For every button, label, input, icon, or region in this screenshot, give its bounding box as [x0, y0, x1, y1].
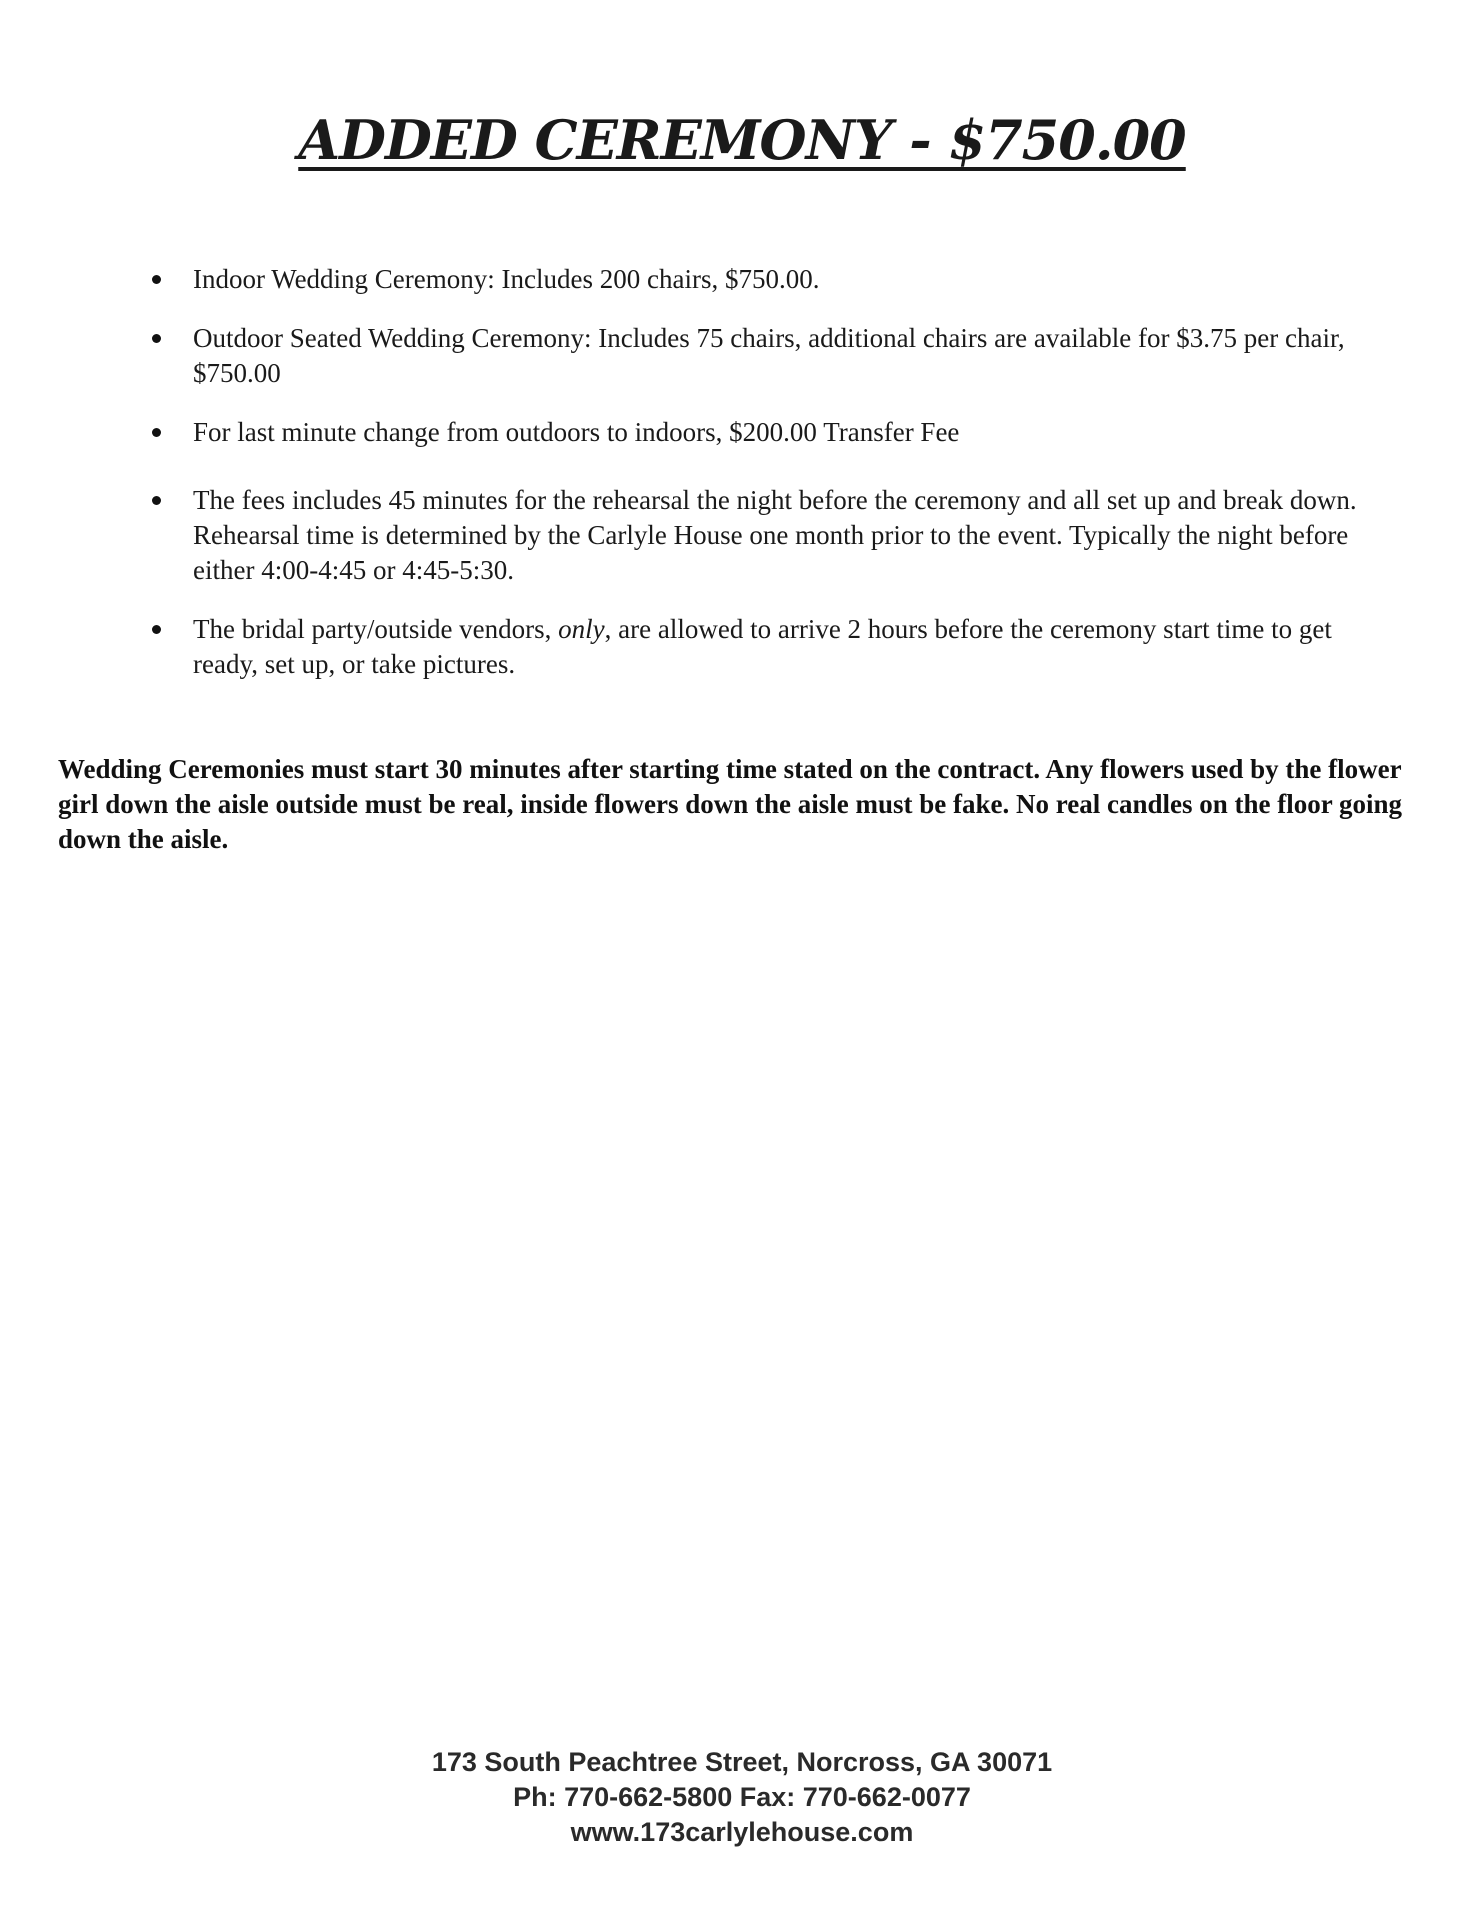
footer-address: 173 South Peachtree Street, Norcross, GA 30071: [431, 1747, 1053, 1777]
ceremony-rules-note: Wedding Ceremonies must start 30 minutes after starting time stated on the contract. Any flowers used by the flower girl down the aisle outside must be real, inside flowers down the aisle must be fake. No real candles on the floor going down the aisle.: [58, 754, 1403, 854]
footer-website[interactable]: www.173carlylehouse.com: [570, 1817, 914, 1847]
bullet-icon: [152, 625, 161, 634]
list-item-text: Outdoor Seated Wedding Ceremony: Includes 75 chairs, additional chairs are available for $3.75 per chair, $750.00: [193, 323, 1345, 388]
list-item-emphasis: only: [558, 614, 605, 644]
footer: [0, 1745, 1484, 1850]
list-item: [150, 415, 1380, 450]
list-item: [150, 262, 1380, 297]
list-item-text: The fees includes 45 minutes for the rehearsal the night before the ceremony and all set up and break down. Rehearsal time is determined by the Carlyle House one month prior to the event. Typically the night before either 4:00-4:45 or 4:45-5:30.: [193, 485, 1357, 585]
page-title: [0, 108, 1484, 172]
pricing-list: [150, 262, 1380, 682]
list-item-text-before: The bridal party/outside vendors,: [193, 614, 559, 644]
list-item-text: For last minute change from outdoors to indoors, $200.00 Transfer Fee: [193, 417, 960, 447]
list-item: [150, 321, 1380, 391]
bullet-icon: [152, 428, 161, 437]
list-item: [150, 483, 1380, 588]
bullet-icon: [152, 275, 161, 284]
bullet-icon: [152, 496, 161, 505]
list-item-text: Indoor Wedding Ceremony: Includes 200 chairs, $750.00.: [193, 264, 820, 294]
bullet-icon: [152, 334, 161, 343]
footer-contact: Ph: 770-662-5800 Fax: 770-662-0077: [513, 1782, 971, 1812]
page-title-text: ADDED CEREMONY - $750.00: [298, 108, 1186, 172]
list-item-text-after: , are allowed to arrive 2 hours before the ceremony start time to get ready, set up, or take pictures.: [193, 614, 1332, 679]
list-item: [150, 612, 1380, 682]
